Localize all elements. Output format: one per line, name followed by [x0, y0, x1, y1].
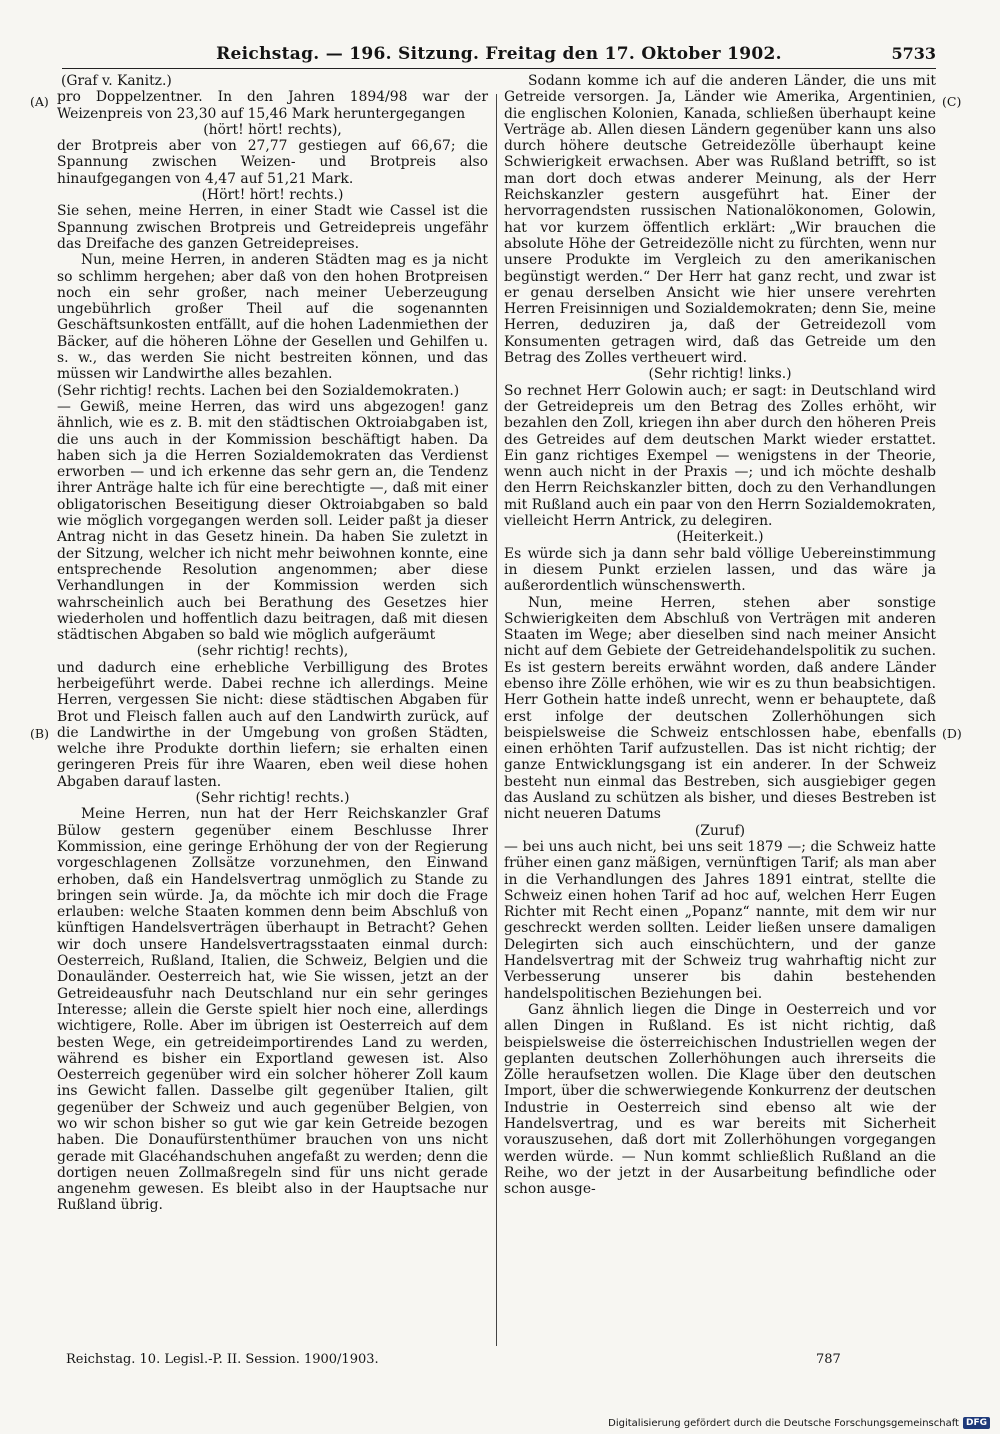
interjection: (Heiterkeit.): [676, 529, 764, 546]
footer-signature: 787: [816, 1352, 841, 1367]
interjection: (Sehr richtig! links.): [648, 366, 792, 383]
dfg-logo: DFG: [963, 1417, 990, 1429]
interjection: (Zuruf): [694, 822, 746, 839]
paragraph: der Brotpreis aber von 27,77 gestiegen auf 66,67; die Spannung zwischen Weizen- und Brotpreis also hinaufgegangen von 4,47 auf 51,21 Mark.: [57, 138, 488, 187]
footer-session-info: Reichstag. 10. Legisl.-P. II. Session. 1900/1903.: [66, 1352, 379, 1367]
speaker-tag: (Graf v. Kanitz.): [61, 73, 172, 89]
interjection: (Hört! hört! rechts.): [201, 187, 344, 204]
paragraph: Es würde sich ja dann sehr bald völlige Uebereinstimmung in diesem Punkt erzielen lassen, und das wäre ja außerordentlich wünschenswerth.: [504, 545, 936, 595]
right-column: [504, 73, 936, 1197]
paragraph: Ganz ähnlich liegen die Dinge in Oesterreich und vor allen Dingen in Rußland. Es ist nicht richtig, daß beispielsweise die österreichischen Industriellen wegen der geplanten deutschen Zollerhöhungen auch ihrerseits die Zölle heraufsetzen wollen. Die Klage über den deutschen Import, über die schwerwiegende Konkurrenz der deutschen Industrie in Oesterreich sind ebenso alt wie der Handelsvertrag, und es war bereits mit Sicherheit vorauszusehen, daß dort mit Zollerhöhungen vorgegangen werden würde. — Nun kommt schließlich Rußland an die Reihe, wo der jetzt in der Ausarbeitung befindliche oder schon ausge-: [504, 1001, 936, 1198]
margin-letter-d: (D): [942, 726, 962, 741]
paragraph: Sodann komme ich auf die anderen Länder, die uns mit Getreide versorgen. Ja, Länder wie Amerika, Argentinien, die englischen Kolonien, Kanada, schließen überhaupt keine Verträge ab. Allen diesen Ländern gegenüber kann uns also durch höhere deutsche Getreidezölle überhaupt keine Schwierigkeit erwachsen. Aber was Rußland betrifft, so ist man dort doch etwas anderer Meinung, als der Herr Reichskanzler gestern ausgeführt hat. Einer der hervorragendsten russischen Nationalökonomen, Golowin, hat vor kurzem öffentlich erklärt: „Wir brauchen die absolute Höhe der Getreidezölle nicht zu fürchten, wenn nur unsere Produkte im Vergleich zu den amerikanischen begünstigt werden.“ Der Herr hat ganz recht, und zwar ist er genau derselben Ansicht wie hier unsere verehrten Herren Freisinnigen und Sozialdemokraten; denn Sie, meine Herren, deduziren ja, daß der Getreidezoll vom Konsumenten getragen wird, daß das Getreide um den Betrag des Zolles vertheuert wird.: [504, 73, 936, 367]
interjection: (hört! hört! rechts),: [203, 121, 342, 138]
page-header: [62, 44, 936, 69]
paragraph: — Gewiß, meine Herren, das wird uns abgezogen! ganz ähnlich, wie es z. B. mit den städtischen Oktroiabgaben ist, die uns auch in der Kommission beschäftigt haben. Da haben sich ja die Herren Sozialdemokraten das Verdienst erworben — und ich erkenne das sehr gern an, die Tendenz ihrer Anträge halte ich für eine berechtigte —, daß mit einer obligatorischen Beseitigung dieser Oktroiabgaben so bald wie möglich vorgegangen werden soll. Leider paßt ja dieser Antrag nicht in das Gesetz hinein. Da haben Sie zuletzt in der Sitzung, welcher ich nicht mehr beiwohnen konnte, eine entsprechende Resolution angenommen; aber diese Verhandlungen in der Kommission werden sich wahrscheinlich auch bei Berathung des Gesetzes hier wiederholen und hoffentlich dazu beitragen, daß mit diesen städtischen Abgaben so bald wie möglich aufgeräumt: [57, 398, 488, 644]
paragraph: So rechnet Herr Golowin auch; er sagt: in Deutschland wird der Getreidepreis um den Betrag des Zolles erhöht, wir bezahlen den Zoll, kriegen ihn aber durch den höheren Preis des Getreides auf dem deutschen Markt wieder erstattet. Ein ganz richtiges Exempel — wenigstens in der Theorie, wenn auch nicht in der Praxis —; und ich möchte deshalb den Herrn Reichskanzler bitten, doch zu den Verhandlungen mit Rußland auch ein paar von den Herrn Sozialdemokraten, vielleicht Herrn Antrick, zu delegiren.: [504, 382, 936, 530]
left-column: [57, 73, 488, 1214]
paragraph: Meine Herren, nun hat der Herr Reichskanzler Graf Bülow gestern gegenüber einem Beschlusse Ihrer Kommission, eine geringe Erhöhung der von der Regierung vorgeschlagenen Zollsätze vorzunehmen, den Einwand erhoben, daß ein Handelsvertrag unmöglich zu Stande zu bringen sein würde. Ja, da möchte ich mir doch die Frage erlauben: welche Staaten kommen denn beim Abschluß von künftigen Handelsverträgen überhaupt in Betracht? Gehen wir doch unsere Handelsvertragsstaaten einmal durch: Oesterreich, Rußland, Italien, die Schweiz, Belgien und die Donauländer. Oesterreich hat, wie Sie wissen, jetzt an der Getreideausfuhr nach Deutschland nur ein sehr geringes Interesse; allein die Gerste spielt hier noch eine, allerdings wichtigere, Rolle. Aber im übrigen ist Oesterreich auf dem besten Wege, ein getreideimportirendes Land zu werden, während es bisher ein Exportland gewesen ist. Also Oesterreich gegenüber wird ein solcher höherer Zoll kaum ins Gewicht fallen. Dasselbe gilt gegenüber Italien, gilt gegenüber der Schweiz und auch gegenüber Belgien, von wo wir schon bisher so gut wie gar kein Getreide bezogen haben. Die Donaufürstenthümer brauchen von uns nicht gerade mit Glacéhandschuhen angefaßt zu werden; denn die dortigen neuen Zollmaßregeln sind für uns nicht gerade angenehm gewesen. Es bleibt also in der Hauptsache nur Rußland übrig.: [57, 806, 488, 1214]
paragraph: Nun, meine Herren, stehen aber sonstige Schwierigkeiten dem Abschluß von Verträgen mit anderen Staaten im Wege; aber dieselben sind nach meiner Ansicht nicht auf dem Gebiete der Getreidehandelspolitik zu suchen. Es ist gestern bereits erwähnt worden, daß andere Länder ebenso ihre Zölle erhöhen, wie wir es zu thun beabsichtigen. Herr Gothein hatte indeß unrecht, wenn er behauptete, daß erst infolge der deutschen Zollerhöhungen sich beispielsweise die Schweiz entschlossen habe, ebenfalls einen erhöhten Tarif aufzustellen. Das ist nicht richtig; der ganze Entwicklungsgang ist ein anderer. In der Schweiz besteht nun einmal das Bestreben, sich ausgiebiger gegen das Ausland zu schützen als bisher, und dieses Bestreben ist nicht neueren Datums: [504, 594, 936, 823]
paragraph: und dadurch eine erhebliche Verbilligung des Brotes herbeigeführt werde. Dabei rechne ich allerdings. Meine Herren, vergessen Sie nicht: diese städtischen Abgaben für Brot und Fleisch fallen auch auf den Landwirth zurück, auf die Landwirthe in der Umgebung von großen Städten, welche ihre Produkte dorthin liefern; sie erhalten einen geringeren Preis für ihre Waaren, eben weil diese hohen Abgaben darauf lasten.: [57, 659, 488, 790]
interjection: (sehr richtig! rechts),: [196, 643, 349, 660]
margin-letter-c: (C): [942, 94, 962, 109]
credit-text: Digitalisierung gefördert durch die Deutsche Forschungsgemeinschaft: [608, 1417, 959, 1429]
page-number: 5733: [891, 44, 936, 63]
column-divider: [496, 94, 497, 1346]
interjection: (Sehr richtig! rechts.): [195, 790, 350, 807]
digitization-credit: [608, 1417, 990, 1429]
interjection: (Sehr richtig! rechts. Lachen bei den Sozialdemokraten.): [57, 382, 460, 399]
paragraph: Nun, meine Herren, in anderen Städten mag es ja nicht so schlimm hergehen; aber daß von den hohen Brotpreisen noch ein sehr großer, nach meiner Ueberzeugung ungebührlich großer Theil auf die sogenannten Geschäftsunkosten entfällt, auf die hohen Ladenmiethen der Bäcker, auf die höheren Löhne der Gesellen und Gehilfen u. s. w., das werden Sie nicht bestreiten können, und das müssen wir Landwirthe alles bezahlen.: [57, 252, 488, 383]
header-title: Reichstag. — 196. Sitzung. Freitag den 17. Oktober 1902.: [216, 44, 782, 64]
paragraph: Sie sehen, meine Herren, in einer Stadt wie Cassel ist die Spannung zwischen Brotpreis und Getreidepreis ungefähr das Dreifache des ganzen Getreidepreises.: [57, 203, 488, 252]
paragraph: pro Doppelzentner. In den Jahren 1894/98 war der Weizenpreis von 23,30 auf 15,46 Mark heruntergegangen: [57, 89, 488, 122]
paragraph: — bei uns auch nicht, bei uns seit 1879 —; die Schweiz hatte früher einen ganz mäßigen, vernünftigen Tarif; als man aber in die Verhandlungen des Jahres 1891 eintrat, stellte die Schweiz einen hohen Tarif ad hoc auf, welchen Herr Eugen Richter mit Recht einen „Popanz“ nannte, mit dem wir nur geschreckt werden sollten. Leider ließen unsere damaligen Delegirten sich auch einschüchtern, und der ganze Handelsvertrag mit der Schweiz trug wahrhaftig nicht zur Verbesserung unserer bis dahin bestehenden handelspolitischen Beziehungen bei.: [504, 838, 936, 1002]
margin-letter-a: (A): [30, 94, 49, 109]
margin-letter-b: (B): [30, 726, 49, 741]
